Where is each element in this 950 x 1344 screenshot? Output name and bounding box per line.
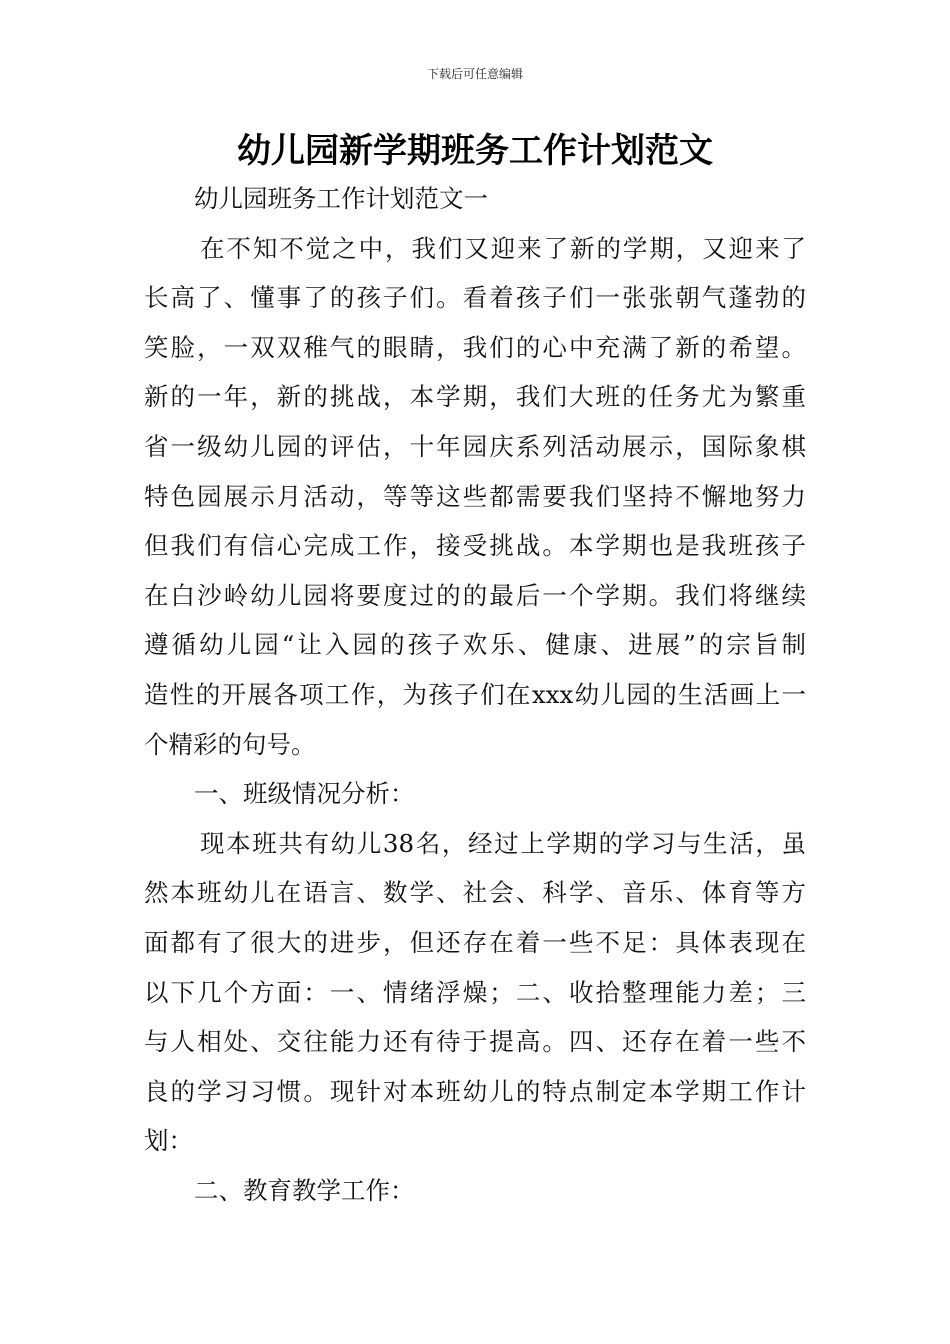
paragraph-line: 特色园展示月活动，等等这些都需要我们坚持不懈地努力 — [144, 481, 806, 511]
section-heading-1: 一、班级情况分析： — [194, 779, 415, 809]
subtitle: 幼儿园班务工作计划范文一 — [194, 184, 488, 213]
paragraph-line: 在白沙岭幼儿园将要度过的的最后一个学期。我们将继续 — [144, 580, 806, 610]
header-note: 下载后可任意编辑 — [426, 67, 523, 81]
paragraph-line: 遵循幼儿园“让入园的孩子欢乐、健康、进展”的宗旨制 — [144, 630, 806, 660]
paragraph-line: 造性的开展各项工作，为孩子们在xxx幼儿园的生活画上一 — [144, 679, 806, 709]
paragraph-line: 但我们有信心完成工作，接受挑战。本学期也是我班孩子 — [144, 531, 806, 561]
paragraph-line: 笑脸，一双双稚气的眼睛，我们的心中充满了新的希望。 — [144, 332, 806, 362]
paragraph-line: 划： — [144, 1126, 193, 1156]
paragraph-line: 面都有了很大的进步，但还存在着一些不足：具体表现在 — [144, 927, 806, 957]
paragraph-line: 与人相处、交往能力还有待于提高。四、还存在着一些不 — [144, 1027, 806, 1057]
section-heading-2: 二、教育教学工作： — [194, 1175, 415, 1205]
paragraph-line: 个精彩的句号。 — [144, 729, 316, 759]
paragraph-line: 省一级幼儿园的评估，十年园庆系列活动展示，国际象棋 — [144, 431, 806, 461]
paragraph-2 — [144, 819, 806, 1166]
paragraph-line: 良的学习习惯。现针对本班幼儿的特点制定本学期工作计 — [144, 1076, 806, 1106]
paragraph-line: 在不知不觉之中，我们又迎来了新的学期，又迎来了 — [200, 233, 806, 263]
document-title: 幼儿园新学期班务工作计划范文 — [237, 131, 713, 171]
document-body — [144, 174, 806, 1215]
paragraph-line: 新的一年，新的挑战，本学期，我们大班的任务尤为繁重 — [144, 382, 806, 412]
paragraph-1 — [144, 224, 806, 770]
paragraph-line: 然本班幼儿在语言、数学、社会、科学、音乐、体育等方 — [144, 878, 806, 908]
paragraph-line: 现本班共有幼儿38名，经过上学期的学习与生活，虽 — [200, 828, 806, 858]
paragraph-line: 以下几个方面：一、情绪浮燥；二、收拾整理能力差；三 — [144, 977, 806, 1007]
paragraph-line: 长高了、懂事了的孩子们。看着孩子们一张张朝气蓬勃的 — [144, 283, 806, 313]
